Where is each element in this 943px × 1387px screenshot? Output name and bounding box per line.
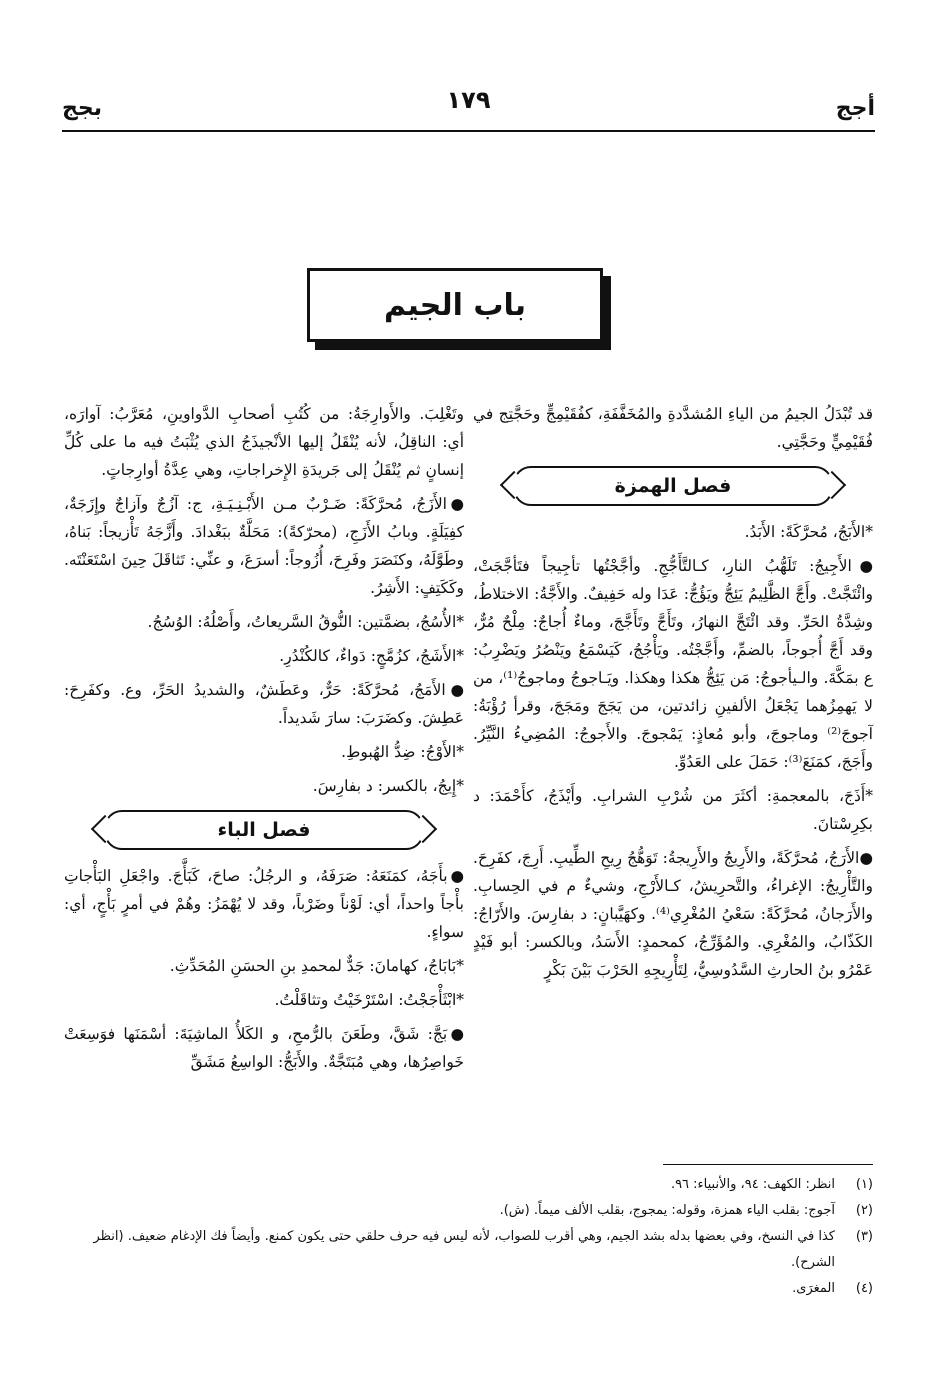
page-number: ١٧٩ [446,86,491,114]
dictionary-entry: *ابْثَأْجَجْتُ: اسْتَرْخَيْتُ وتثاقَلْتُ. [274,991,464,1009]
page-header [62,86,875,130]
dictionary-entry: ●الأَزَجُ، مُحرَّكَةً: ضَـرْبٌ مـن الأَبْـنِـيَـةِ، ج: آزُجٌ وآزاجٌ وإِزَجَةٌ، كفِيَلَةٍ. وبابُ الأَزَجِ، (محرّكةً): مَحَلَّةٌ ببَغْدادَ. وأَزَّجَهُ تَأْزيجاً: بَناهُ، وطَوَّلَهُ، وكنَصَرَ وفَرِحَ، أُزُوجاً: أسرَعَ، و عنِّي: تَثاقَلَ حِينَ اسْتَعَنْتَه. وكَكَتِفٍ: الأَشِرُ. [64,495,464,597]
dictionary-entry: ●بَجَّ: شَقَّ، وطَعَنَ بالرُّمحِ، و الكَلأُ الماشِيَةَ: أسْمَنَها فوَسِعَتْ خَواصِرُها، وهي مُبَتَجَّةٌ. والأَبَجُّ: الواسِعُ مَشَقِّ [64,1025,464,1071]
dictionary-entry: *الأَشَجُ، كزُمَّجٍ: دَواءٌ، كالكُنْدُرِ. [279,647,464,665]
dictionary-entry: ●الأَمَجُ، مُحرَّكَةً: حَرٌّ، وعَطَشٌ، والشديدُ الحَرِّ، وع. وكفَرِحَ: عَطِشَ. وكضَرَبَ: سارَ شَديداً. [64,681,464,727]
section-heading-hamza [513,466,833,506]
footnote-number: (٣) [855,1229,873,1244]
footnote [64,1224,873,1276]
dictionary-entry: *أَذَجَ، بالمعجمةِ: أكثَرَ من شُرْبِ الشرابِ. وأَيْذَجُ، كأَحْمَدَ: د بكِرِسْتانَ. [473,787,873,833]
chapter-title: باب الجيم [383,287,527,323]
footnote [64,1198,873,1224]
dictionary-entry: *إِيجُ، بالكسر: د بفارِسَ. [312,777,464,795]
dictionary-entry: *الأُسُجُ، بضمَّتين: النُّوقُ السَّريعاتُ، وأَصْلُهُ: الوُسُجُ. [147,613,464,631]
footnote-text: كذا في النسخ، وفي بعضها بدله بشد الجيم، وهي أقرب للصواب، لأنه ليس فيه حرف حلقي حتى يكون كمنع. وأيضاً فك الإدغام ضعيف. (انظر الشرح). [93,1229,835,1270]
section-title: فصل الهمزة [614,475,732,497]
dictionary-entry: ●الأَرَجُ، مُحرَّكَةً، والأَرِيجُ والأَرِيجةُ: تَوَهُّجُ رِيحِ الطِّيبِ. أَرِجَ، كفَرِحَ. والتَّأْرِيجُ: الإغراءُ، والتَّحرِيشُ، كـالأَرْجِ، وشيءٌ م في الحِسابِ. والأَرَجانُ، مُحرَّكَةً: سَعْيُ المُغْرِي⁽⁴⁾. وكهَيَّبانٍ: د بفارِسَ. والأَرّاجُ: الكَذّابُ، والمُغْرِي. والمُؤَرِّجُ، كمحمدٍ: الأَسَدُ، وبالكسر: أبو فَيْدٍ عَمْرُو بنُ الحارثِ السَّدُوسِيُّ، لِتَأْرِيجِهِ الحَرْبَ بَيْنَ بَكْرٍ [473,849,873,979]
chapter-title-box [307,268,603,342]
header-first-word: أجج [835,96,875,121]
footnote-text: انظر: الكهف: ٩٤، والأنبياء: ٩٦. [670,1177,835,1192]
dictionary-entry: ●الأَجِيجُ: تَلَهُّبُ النارِ، كـالتَّأَجُّجِ. وأجَّجْتُها تأجِيجاً فتَأجَّجَتْ، وائْتَجَّتْ. وأَجَّ الظَّلِيمُ يَئِجُّ ويَؤُجُّ: عَدَا وله حَفِيفٌ. والأَجَّةُ: الاختلاطُ، وشِدَّةُ الحَرِّ. وقد ائْتَجَّ النهارُ، وتَأَجَّ وتَأَجَّجَ، وماءٌ أُجاجٌ: مِلْحٌ مُرٌّ، وقد أَجَّ أُجوجاً، بالضمِّ، وأَجَّجْتُه. ويَأْجُجُ، كَيَسْمَعُ ويَنْصُرُ ويَضْرِبُ: ع بمَكَّةَ. والـيأجوجُ: مَن يَئِجُّ هكذا وهكذا. ويَـاجوجُ وماجوجُ⁽¹⁾، من لا يَهمِزُهما يَجْعَلُ الألفينِ زائدتين، من يَجَجَ ومَجَجَ، وقرأ رُؤْبَةُ: آجوجَ⁽²⁾ وماجوجَ، وأبو مُعاذٍ: يَمْجوجَ. والأَجوجُ: المُضِيءُ النَّيِّرُ. وأَجَجَ، كمَنَعَ⁽³⁾: حَمَلَ على العَدُوِّ. [473,557,873,771]
dictionary-entry: *بَابَاجُ، كهامانَ: جَدٌّ لمحمدِ بنِ الحسَنِ المُحَدِّثِ. [169,957,464,975]
right-column [473,400,873,990]
footnote-number: (٢) [855,1203,873,1218]
dictionary-entry: وتَغْلِبَ. والأَوارِجَةُ: من كُتُبِ أصحابِ الدَّواوينِ، مُعَرَّبُ: آوارَه، أي: الناقِلُ، لأنه يُنْقَلُ إليها الأنْجيذَجُ الذي يُثْبَتُ فيه ما على كُلِّ إنسانٍ ثم يُنْقَلُ إلى جَريدَةِ الإِخراجاتِ، وهي عِدَّةُ أوارِجاتٍ. [64,405,464,479]
footnote [64,1172,873,1198]
footnotes [64,1172,873,1302]
footnote-text: المغرَى. [792,1281,835,1296]
section-title: فصل الباء [217,819,311,841]
dictionary-entry: *الأَبَجُ، مُحرَّكَةً: الأَبَدُ. [744,523,873,541]
header-rule [62,130,875,132]
section-heading-ba [104,810,424,850]
footnote-rule [663,1164,873,1165]
chapter-intro: قد تُبْدَلُ الجيمُ من الياءِ المُشدَّدةِ والمُخَفَّفَةِ، كفُقَيْمِجٍّ وحَجَّتِج في فُقَيْمِيٍّ وحَجَّتِي. [473,405,873,451]
footnote [64,1276,873,1302]
footnote-text: آجوج: بقلب الياء همزة، وقوله: يمجوج، بقلب الألف ميماً. (ش). [499,1203,835,1218]
footnote-number: (٤) [855,1281,873,1296]
dictionary-entry: *الأَوْجُ: ضِدُّ الهُبوطِ. [341,743,464,761]
left-column [64,400,464,1082]
footnote-number: (١) [855,1177,873,1192]
header-last-word: بجج [62,96,102,121]
dictionary-entry: ●بأَجَهُ، كمَنَعَهُ: صَرَفَهُ، و الرجُلُ: صاحَ، كَبَأَّجَ. واجْعَلِ البَأْجاتِ بأْجاً واحداً، أي: لَوْناً وضَرْباً، وقد لا يُهْمَزُ: وهُمْ في أمرٍ بَأْجٍ، أي: سواءٍ. [64,867,464,941]
